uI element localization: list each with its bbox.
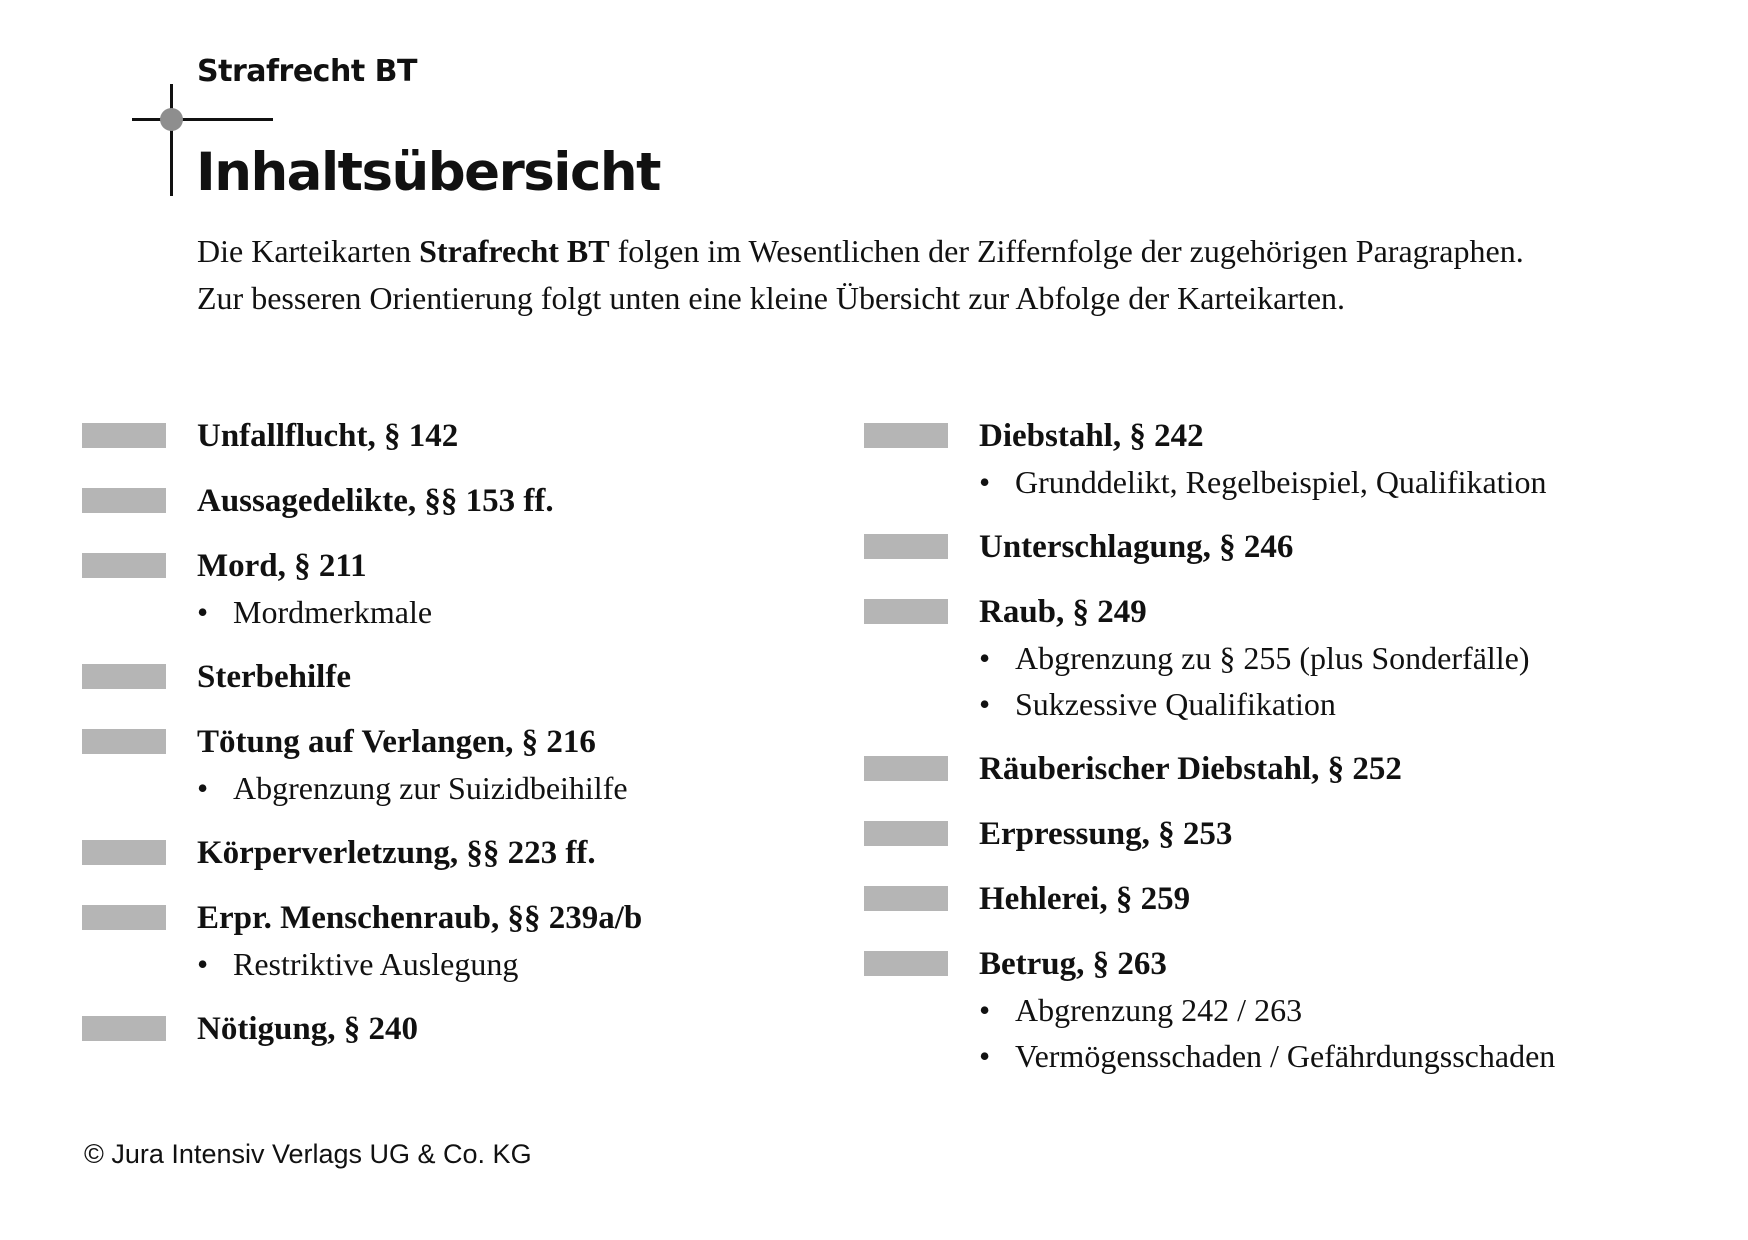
bullet-icon: • (979, 686, 991, 722)
toc-entry-title: Raub, § 249 (979, 594, 1147, 630)
bullet-icon: • (979, 640, 991, 676)
toc-entry (864, 589, 1724, 727)
intro-line-1-bold: Strafrecht BT (419, 233, 610, 269)
toc-subitem-text: Vermögensschaden / Gefährdungsschaden (1015, 1038, 1556, 1074)
toc-subitem (979, 681, 1724, 727)
toc-subitem (979, 635, 1724, 681)
toc-entry-title: Betrug, § 263 (979, 946, 1167, 982)
toc-entry-title: Sterbehilfe (197, 659, 351, 695)
toc-marker-bar (864, 821, 948, 846)
toc-entry (864, 811, 1724, 857)
toc-entry (82, 895, 842, 987)
header-kicker: Strafrecht BT (197, 54, 417, 89)
toc-entry-title: Mord, § 211 (197, 548, 367, 584)
toc-marker-bar (82, 905, 166, 930)
toc-entry-title: Diebstahl, § 242 (979, 418, 1204, 454)
intro-text (197, 228, 1717, 322)
bullet-icon: • (197, 594, 209, 630)
toc-marker-bar (82, 488, 166, 513)
toc-marker-bar (82, 423, 166, 448)
toc-subitem (979, 1033, 1724, 1079)
toc-column-right (864, 413, 1724, 1098)
toc-marker-bar (864, 951, 948, 976)
toc-subitem-text: Restriktive Auslegung (233, 946, 519, 982)
toc-entry-title: Erpr. Menschenraub, §§ 239a/b (197, 900, 643, 936)
toc-entry (864, 876, 1724, 922)
bullet-icon: • (979, 464, 991, 500)
toc-entry (82, 1006, 842, 1052)
toc-subitem-list (979, 459, 1724, 505)
toc-subitem-text: Abgrenzung 242 / 263 (1015, 992, 1303, 1028)
toc-subitem-text: Grunddelikt, Regelbeispiel, Qualifikation (1015, 464, 1547, 500)
intro-line-2: Zur besseren Orientierung folgt unten eine kleine Übersicht zur Abfolge der Karteikarten. (197, 280, 1346, 316)
toc-entry-title: Nötigung, § 240 (197, 1011, 418, 1047)
toc-entry (82, 654, 842, 700)
toc-marker-bar (82, 664, 166, 689)
toc-subitem (197, 765, 842, 811)
toc-entry (82, 478, 842, 524)
intro-line-1 (197, 228, 1717, 275)
crosshair-vertical-line (170, 84, 173, 196)
toc-subitem-list (979, 635, 1724, 727)
toc-subitem-text: Abgrenzung zu § 255 (plus Sonderfälle) (1015, 640, 1530, 676)
toc-marker-bar (864, 534, 948, 559)
toc-subitem-list (979, 987, 1724, 1079)
toc-entry (82, 830, 842, 876)
toc-entry (864, 746, 1724, 792)
page-title: Inhaltsübersicht (196, 142, 660, 203)
toc-entry (82, 719, 842, 811)
bullet-icon: • (197, 946, 209, 982)
toc-entry-title: Körperverletzung, §§ 223 ff. (197, 835, 596, 871)
toc-column-left (82, 413, 842, 1071)
toc-marker-bar (82, 1016, 166, 1041)
toc-marker-bar (864, 423, 948, 448)
toc-marker-bar (864, 599, 948, 624)
toc-subitem-text: Sukzessive Qualifikation (1015, 686, 1336, 722)
toc-marker-bar (82, 553, 166, 578)
toc-subitem-list (197, 941, 842, 987)
toc-entry (864, 413, 1724, 505)
toc-marker-bar (82, 840, 166, 865)
toc-subitem (979, 987, 1724, 1033)
crosshair-horizontal-line (132, 118, 273, 121)
toc-entry (864, 941, 1724, 1079)
toc-subitem (979, 459, 1724, 505)
toc-entry-title: Unterschlagung, § 246 (979, 529, 1294, 565)
bullet-icon: • (979, 1038, 991, 1074)
copyright-footer: © Jura Intensiv Verlags UG & Co. KG (84, 1139, 532, 1169)
crosshair-dot-icon (160, 108, 183, 131)
toc-subitem-text: Mordmerkmale (233, 594, 433, 630)
toc-marker-bar (82, 729, 166, 754)
intro-line-1-start: Die Karteikarten (197, 233, 420, 269)
toc-entry (82, 413, 842, 459)
toc-subitem-list (197, 589, 842, 635)
toc-entry-title: Erpressung, § 253 (979, 816, 1233, 852)
toc-subitem-list (197, 765, 842, 811)
intro-line-1-end: folgen im Wesentlichen der Ziffernfolge der zugehörigen Paragraphen. (609, 233, 1524, 269)
toc-subitem (197, 941, 842, 987)
toc-entry-title: Aussagedelikte, §§ 153 ff. (197, 483, 554, 519)
toc-entry-title: Tötung auf Verlangen, § 216 (197, 724, 596, 760)
toc-marker-bar (864, 886, 948, 911)
toc-subitem (197, 589, 842, 635)
toc-entry-title: Unfallflucht, § 142 (197, 418, 459, 454)
toc-entry-title: Hehlerei, § 259 (979, 881, 1191, 917)
toc-subitem-text: Abgrenzung zur Suizidbeihilfe (233, 770, 628, 806)
toc-marker-bar (864, 756, 948, 781)
toc-entry (864, 524, 1724, 570)
bullet-icon: • (979, 992, 991, 1028)
toc-entry-title: Räuberischer Diebstahl, § 252 (979, 751, 1402, 787)
bullet-icon: • (197, 770, 209, 806)
toc-entry (82, 543, 842, 635)
